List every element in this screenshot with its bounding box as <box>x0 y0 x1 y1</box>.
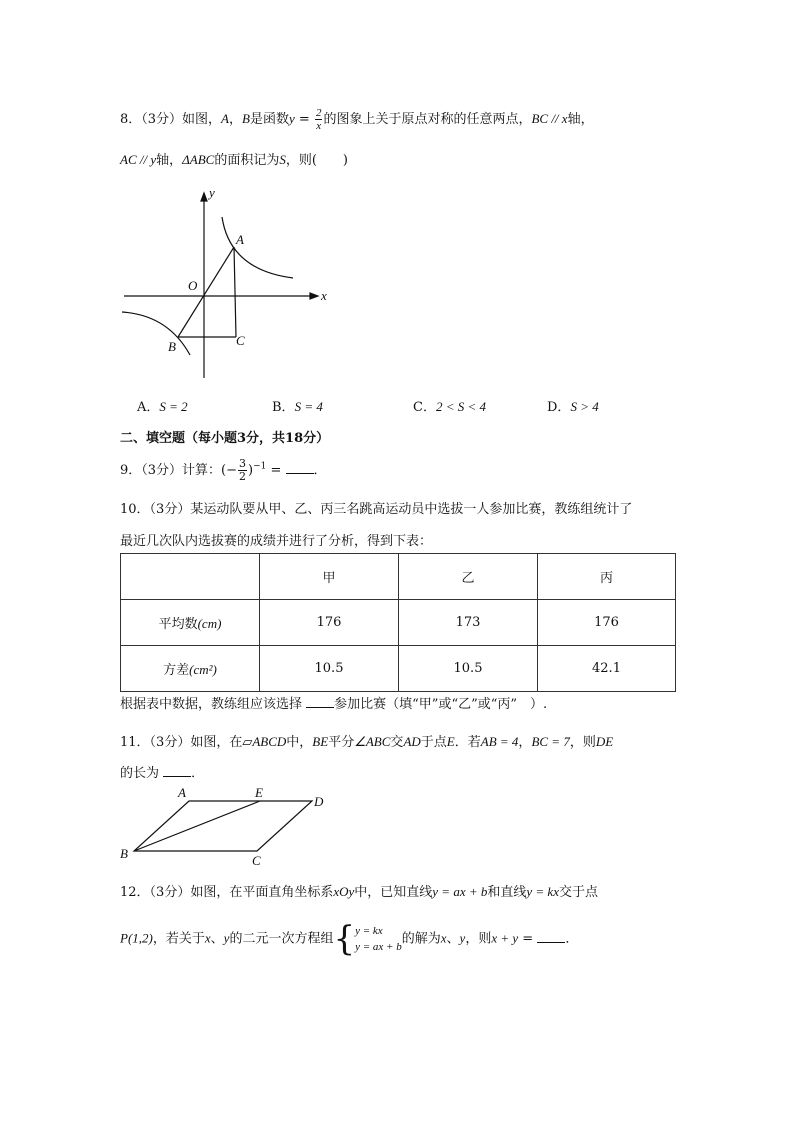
q11-line2 <box>120 762 204 781</box>
q11-text: ， <box>518 735 532 750</box>
q12-var-y: y <box>459 930 466 946</box>
q11-e: E <box>446 734 455 749</box>
q8-area-s: S <box>279 152 286 167</box>
q11-bc: BC = 7 <box>531 734 570 749</box>
q10-line2: 最近几次队内选拔赛的成绩并进行了分析，得到下表： <box>120 534 433 549</box>
segment-be <box>134 801 260 851</box>
table-row <box>121 600 676 646</box>
q9-answer-blank[interactable] <box>286 461 314 474</box>
q10-answer-post: 参加比赛（填“甲”或“乙”或“丙” ）. <box>334 697 548 712</box>
table-header <box>121 554 260 600</box>
q11-text: 中， <box>286 735 313 750</box>
fig-label-b: B <box>168 339 176 354</box>
q10-answer-pre: 根据表中数据，教练组应该选择 <box>120 697 303 712</box>
q11-text: ．若 <box>454 735 481 750</box>
q12-text: 的二元一次方程组 <box>229 931 334 947</box>
q11-text: 平分 <box>328 735 355 750</box>
q12-number: 12．（3分）如图，在平面直角坐标系 <box>120 885 334 900</box>
q11-de: DE <box>595 734 614 749</box>
q8-line1: 8．（3分）如图，A，B是函数y = $\frac{2}{x}$ 的图象上关于原点对称的任意两点，BC // x轴， <box>120 107 594 132</box>
fig-label-a: A <box>236 232 244 247</box>
row-unit: (cm²) <box>189 662 217 677</box>
q8-text: 轴， <box>567 112 594 127</box>
q8-option-d[interactable] <box>547 396 599 415</box>
option-label: B． <box>272 400 295 415</box>
system-brace: { <box>333 919 356 959</box>
option-value: S = 4 <box>294 399 323 414</box>
frac-numerator: 3 <box>239 457 247 470</box>
q8-fraction <box>315 107 323 132</box>
q10-answer-line <box>120 693 547 712</box>
q9-fraction <box>238 458 247 483</box>
table-header: 丙 <box>538 554 676 600</box>
frac-denominator: x <box>316 120 322 132</box>
row-label-text: 方差 <box>163 663 190 678</box>
q11-answer-blank[interactable] <box>163 764 191 777</box>
q8-text: ， <box>229 112 243 127</box>
option-value: 2 < S < 4 <box>435 399 486 414</box>
fig-label-c: C <box>252 853 261 868</box>
segment-ab <box>178 247 234 337</box>
q12-var-x: x <box>440 930 447 946</box>
fig-label-d: D <box>314 794 324 809</box>
q9-equals: = <box>266 463 286 478</box>
x-axis-arrow <box>310 293 318 299</box>
option-label: A． <box>137 400 160 415</box>
q11-be: BE <box>312 734 329 749</box>
hyperbola-branch-1 <box>222 217 293 278</box>
q10-answer-blank[interactable] <box>306 695 334 708</box>
q8-text: ，则( ) <box>285 153 348 168</box>
row-label-text: 平均数 <box>158 617 198 632</box>
q12-line1 <box>120 881 598 900</box>
q12-equals: = <box>518 931 538 947</box>
point-a-label: A <box>221 111 229 126</box>
equation-1: y = kx <box>355 925 383 937</box>
row-unit: (cm) <box>197 616 222 631</box>
q11-text: 于点 <box>420 735 447 750</box>
q9-line <box>120 458 327 483</box>
q12-text: 交于点 <box>558 885 598 900</box>
q8-text: 轴， <box>156 153 183 168</box>
q12-answer-blank[interactable] <box>537 930 565 943</box>
q12-text: 、 <box>446 931 460 947</box>
table-row-label <box>121 646 260 692</box>
q12-text: ，则 <box>465 931 492 947</box>
q8-line2 <box>120 149 348 168</box>
q9-close: ) <box>248 463 254 478</box>
q12-line-1: y = ax + b <box>432 884 488 899</box>
q11-number: 11．（3分）如图，在 <box>120 735 243 750</box>
q11-line1 <box>120 731 613 750</box>
fig-label-a: A <box>178 785 186 800</box>
table-row-label <box>121 600 260 646</box>
segment-ac <box>234 247 236 337</box>
q8-figure <box>118 180 338 385</box>
equation-2: y = ax + b <box>355 941 402 953</box>
table-cell: 176 <box>538 600 676 646</box>
point-b-label: B <box>242 111 250 126</box>
fig-label-c: C <box>236 333 245 348</box>
q12-end: ． <box>565 931 579 947</box>
q9-number: 9．（3分）计算： <box>120 463 222 478</box>
func-y: y <box>288 111 295 126</box>
q8-text: 的图象上关于原点对称的任意两点， <box>323 112 532 127</box>
fig-label-b: B <box>120 846 128 861</box>
table-cell: 42.1 <box>538 646 676 692</box>
q12-line2 <box>120 919 579 959</box>
q9-end: ． <box>313 463 327 478</box>
fig-label-o: O <box>188 278 198 293</box>
q12-point-p: P(1,2) <box>120 930 153 946</box>
q11-text: 的长为 <box>120 766 160 781</box>
q11-text: ，则 <box>569 735 596 750</box>
fig-label-y: y <box>209 185 215 200</box>
q10-line1: 10．（3分）某运动队要从甲、乙、丙三名跳高运动员中选拔一人参加比赛，教练组统计了 <box>120 502 633 517</box>
q11-ab: AB = 4 <box>480 734 519 749</box>
table-cell: 173 <box>399 600 538 646</box>
table-header: 甲 <box>260 554 399 600</box>
q12-line-2: y = kx <box>526 884 559 899</box>
y-axis-arrow <box>201 193 207 201</box>
q12-text: 中，已知直线 <box>354 885 433 900</box>
table-cell: 10.5 <box>260 646 399 692</box>
option-label: D． <box>547 400 571 415</box>
option-value: S = 2 <box>159 399 188 414</box>
table-header-row <box>121 554 676 600</box>
q8-triangle: ΔABC <box>182 152 215 167</box>
table-row <box>121 646 676 692</box>
equation-system <box>355 923 402 955</box>
q12-sum: x + y <box>491 930 519 946</box>
score-table <box>120 553 676 692</box>
q11-angle: ∠ABC <box>354 734 391 749</box>
option-label: C． <box>413 400 436 415</box>
q8-text: 是函数 <box>249 112 289 127</box>
q11-shape: ABCD <box>252 734 287 749</box>
fig-label-x: x <box>321 288 327 303</box>
section-heading: 二、填空题（每小题3分，共18分） <box>120 431 330 446</box>
q12-text: 和直线 <box>487 885 527 900</box>
q11-end: ． <box>191 766 205 781</box>
q11-figure <box>115 783 340 868</box>
q11-text: 交 <box>390 735 404 750</box>
fig-label-e: E <box>255 785 263 800</box>
q9-open: (− <box>221 463 238 478</box>
q11-ad: AD <box>403 734 421 749</box>
q12-text: ，若关于 <box>152 931 205 947</box>
q8-cond-ac: AC // y <box>120 152 157 167</box>
table-cell: 10.5 <box>399 646 538 692</box>
parallelogram-symbol: ▱ <box>242 735 253 750</box>
frac-numerator: 2 <box>315 107 322 119</box>
q8-option-c[interactable] <box>413 396 486 415</box>
q8-option-b[interactable] <box>272 396 323 415</box>
q8-option-a[interactable] <box>137 396 188 415</box>
q8-number: 8．（3分）如图， <box>120 112 222 127</box>
q8-cond-bc: BC // x <box>531 111 568 126</box>
table-header: 乙 <box>399 554 538 600</box>
option-value: S > 4 <box>570 399 599 414</box>
table-cell: 176 <box>260 600 399 646</box>
q12-var-x: x <box>204 930 211 946</box>
q12-text: 的解为 <box>401 931 441 947</box>
parallelogram-abcd <box>134 801 312 851</box>
q8-text: 的面积记为 <box>214 153 280 168</box>
q12-text: 、 <box>210 931 224 947</box>
q12-xoy: xOy <box>333 884 355 899</box>
q12-var-y: y <box>223 930 230 946</box>
frac-denominator: 2 <box>239 470 247 483</box>
q9-exponent: −1 <box>253 461 267 472</box>
